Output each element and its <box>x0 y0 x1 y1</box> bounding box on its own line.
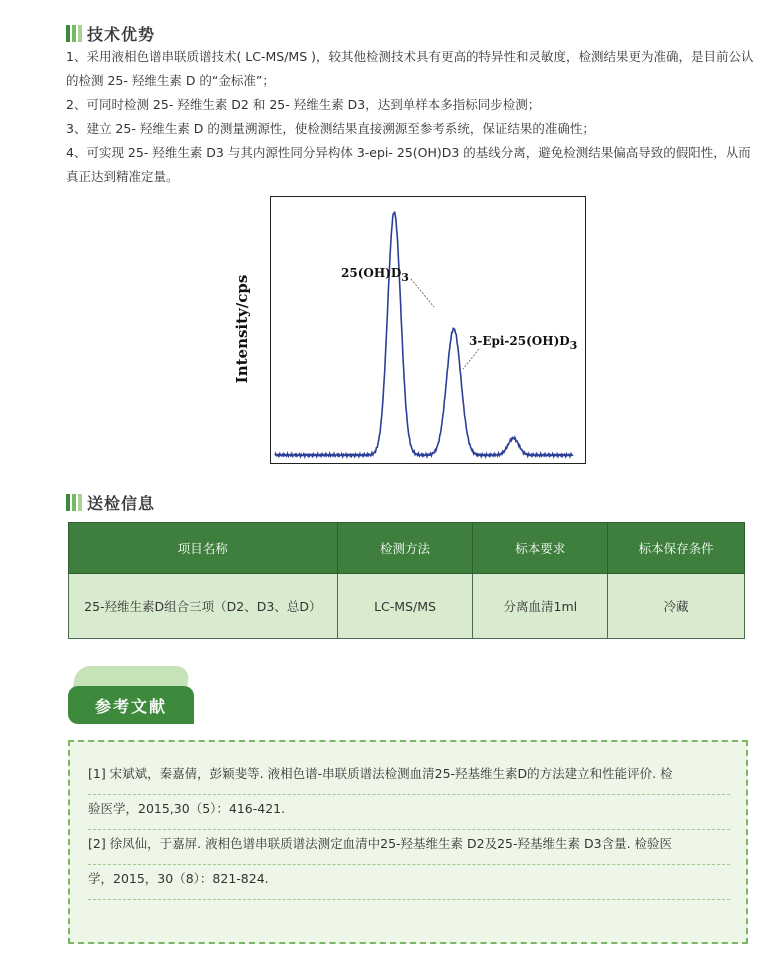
peak-label: 3-Epi-25(OH)D3 <box>469 334 578 352</box>
section-header-submission <box>66 491 155 514</box>
reference-item <box>88 830 730 900</box>
reference-line: 验医学，2015,30（5）：416-421. <box>88 795 730 830</box>
table-cell: LC-MS/MS <box>337 574 473 639</box>
reference-item <box>88 760 730 830</box>
y-axis-label <box>230 196 254 462</box>
section-header-advantages <box>66 22 155 45</box>
table-header-row <box>69 523 745 574</box>
table-cell: 冷藏 <box>608 574 745 639</box>
section-marker-icon <box>66 25 82 42</box>
column-header: 标本要求 <box>473 523 608 574</box>
y-axis-label-text: Intensity/cps <box>233 274 251 384</box>
chromatogram-chart <box>270 196 586 464</box>
peak-pointer-line <box>411 279 434 307</box>
section-marker-icon <box>66 494 82 511</box>
paragraph: 1、采用液相色谱串联质谱技术( LC-MS/MS )，较其他检测技术具有更高的特异性和灵敏度，检测结果更为准确，是目前公认的检测 25- 羟维生素 D 的“金标准”； <box>66 49 754 88</box>
section-title: 送检信息 <box>87 494 156 513</box>
table-cell: 25-羟维生素D组合三项（D2、D3、总D） <box>69 574 338 639</box>
column-header: 检测方法 <box>337 523 473 574</box>
column-header: 标本保存条件 <box>608 523 745 574</box>
table-row <box>69 574 745 639</box>
paragraph: 2、可同时检测 25- 羟维生素 D2 和 25- 羟维生素 D3，达到单样本多指标同步检测； <box>66 97 541 112</box>
peak-label: 25(OH)D3 <box>341 266 409 284</box>
references-tab <box>68 664 196 730</box>
references-box <box>68 740 748 944</box>
advantages-text <box>66 45 760 189</box>
column-header: 项目名称 <box>69 523 338 574</box>
table-cell: 分离血清1ml <box>473 574 608 639</box>
submission-table <box>68 522 745 639</box>
paragraph: 3、建立 25- 羟维生素 D 的测量溯源性，使检测结果直接溯源至参考系统，保证结果的准确性； <box>66 121 595 136</box>
section-title: 技术优势 <box>87 25 156 44</box>
reference-line: 学，2015，30（8）：821-824. <box>88 865 730 900</box>
references-tab-title: 参考文献 <box>68 686 194 724</box>
reference-line: [1] 宋斌斌，秦嘉倩，彭颖斐等. 液相色谱-串联质谱法检测血清25-羟基维生素D的方法建立和性能评价. 检 <box>88 760 730 795</box>
reference-line: [2] 徐凤仙，于嘉屏. 液相色谱串联质谱法测定血清中25-羟基维生素 D2及25-羟基维生素 D3含量. 检验医 <box>88 830 730 865</box>
chromatogram-svg <box>271 197 585 463</box>
peak-pointer-line <box>463 349 479 369</box>
paragraph: 4、可实现 25- 羟维生素 D3 与其内源性同分异构体 3-epi- 25(OH)D3 的基线分离，避免检测结果偏高导致的假阳性，从而真正达到精准定量。 <box>66 145 751 184</box>
